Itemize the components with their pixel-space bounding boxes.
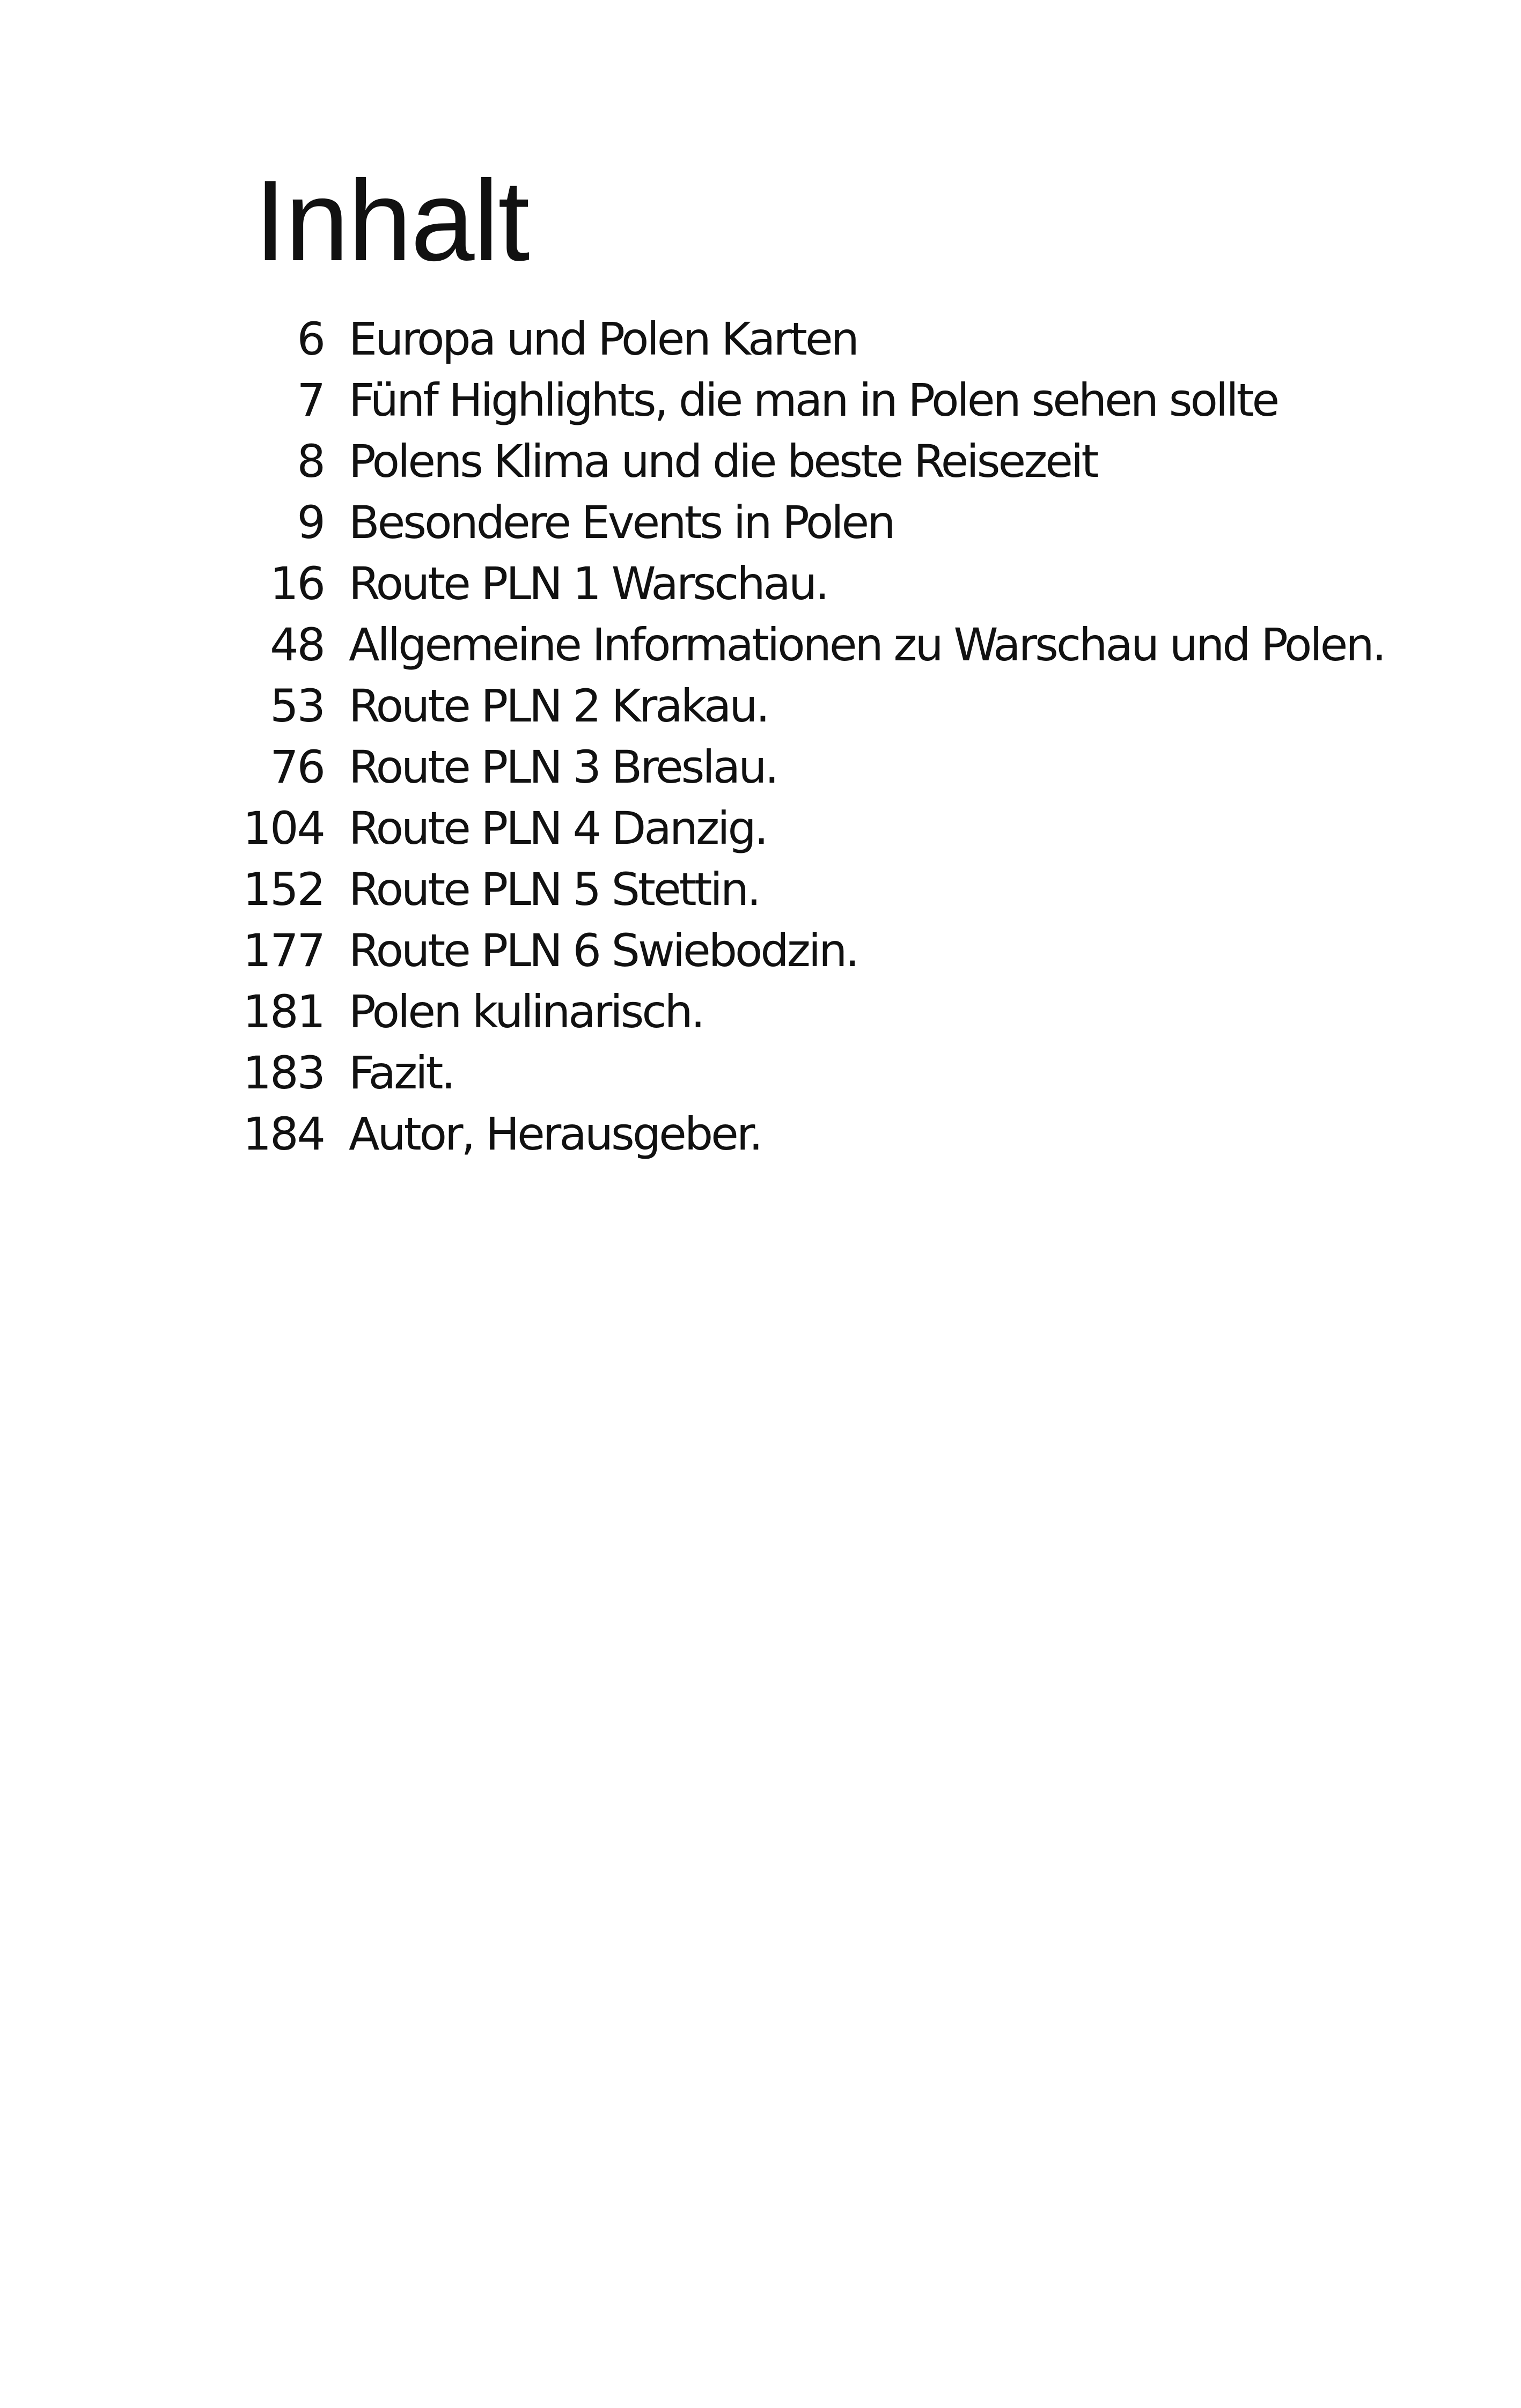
toc-entry-title: Fünf Highlights, die man in Polen sehen sollte xyxy=(349,374,1278,426)
toc-entry xyxy=(0,859,1521,920)
toc-page-number: 104 xyxy=(243,802,324,855)
toc-entry-title: Polens Klima und die beste Reisezeit xyxy=(349,435,1097,488)
page-title: Inhalt xyxy=(254,157,529,285)
toc-entry xyxy=(0,675,1521,737)
toc-page-number: 7 xyxy=(297,374,324,426)
toc-entry-title: Allgemeine Informationen zu Warschau und Polen. xyxy=(349,618,1385,671)
toc-entry-title: Autor, Herausgeber. xyxy=(349,1108,761,1160)
toc-page-number: 177 xyxy=(243,924,324,977)
toc-entry-title: Besondere Events in Polen xyxy=(349,496,894,549)
toc-entry-title: Route PLN 4 Danzig. xyxy=(349,802,767,855)
toc-page-number: 184 xyxy=(243,1108,324,1160)
toc-entry xyxy=(0,370,1521,431)
toc-entry xyxy=(0,1042,1521,1103)
toc-page-number: 8 xyxy=(297,435,324,488)
toc-page-number: 48 xyxy=(270,618,324,671)
toc-entry-title: Route PLN 2 Krakau. xyxy=(349,680,768,732)
toc-entry xyxy=(0,798,1521,859)
toc-page-number: 9 xyxy=(297,496,324,549)
toc-entry-title: Route PLN 1 Warschau. xyxy=(349,557,827,610)
toc-entry-title: Route PLN 3 Breslau. xyxy=(349,741,777,793)
toc-page-number: 16 xyxy=(270,557,324,610)
toc-entry xyxy=(0,492,1521,553)
table-of-contents xyxy=(0,308,1521,1165)
toc-entry xyxy=(0,553,1521,614)
toc-entry xyxy=(0,431,1521,492)
toc-entry-title: Polen kulinarisch. xyxy=(349,985,703,1038)
toc-entry-title: Fazit. xyxy=(349,1047,454,1099)
toc-entry xyxy=(0,1103,1521,1165)
toc-entry xyxy=(0,614,1521,675)
toc-entry-title: Route PLN 5 Stettin. xyxy=(349,863,759,916)
toc-entry-title: Route PLN 6 Swiebodzin. xyxy=(349,924,858,977)
toc-page-number: 76 xyxy=(270,741,324,793)
toc-page-number: 152 xyxy=(243,863,324,916)
toc-entry xyxy=(0,920,1521,981)
toc-page-number: 53 xyxy=(270,680,324,732)
toc-entry xyxy=(0,737,1521,798)
toc-entry xyxy=(0,308,1521,370)
toc-page-number: 181 xyxy=(243,985,324,1038)
toc-entry-title: Europa und Polen Karten xyxy=(349,313,857,365)
toc-page-number: 6 xyxy=(297,313,324,365)
toc-entry xyxy=(0,981,1521,1042)
toc-page-number: 183 xyxy=(243,1047,324,1099)
